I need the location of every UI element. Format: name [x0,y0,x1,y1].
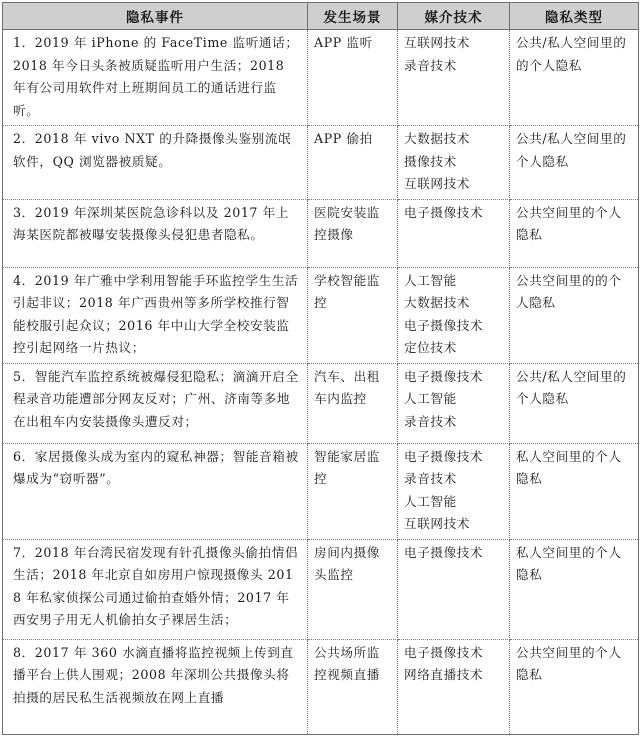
cell-tech [398,443,510,539]
table-header-row [3,3,639,30]
cell-tech [398,126,510,200]
privacy-events-table [2,2,639,735]
header-privacy-type: 隐私类型 [510,3,639,30]
cell-scene: APP 监听 [308,30,398,126]
cell-event: 4．2019 年广雅中学利用智能手环监控学生生活引起非议；2018 年广西贵州等多所学校推行智能校服引起众议；2016 年中山大学全校安装监控引起网络一片热议； [3,267,308,363]
privacy-events-table-container [2,2,638,735]
table-row [3,267,639,363]
tech-item: 网络直播技术 [404,667,484,682]
tech-item: 录音技术 [404,471,457,486]
table-row [3,126,639,200]
cell-scene: APP 偷拍 [308,126,398,200]
cell-tech [398,267,510,363]
cell-event: 7．2018 年台湾民宿发现有针孔摄像头偷拍情侣生活；2018 年北京自如房用户惊现摄像头 2018 年私家侦探公司通过偷拍查婚外情；2017 年西安男子用无人机偷拍女子裸居生活； [3,539,308,639]
tech-item: 电子摄像技术 [404,317,484,333]
cell-tech [398,199,510,267]
cell-type: 公共空间里的的个人隐私 [510,267,639,363]
table-row [3,443,639,539]
tech-item: 人工智能 [404,391,457,406]
cell-type: 公共空间里的个人隐私 [510,199,639,267]
table-row [3,199,639,267]
header-scene: 发生场景 [308,3,398,30]
header-privacy-event: 隐私事件 [3,3,308,30]
table-row [3,639,639,734]
tech-item: 电子摄像技术 [404,448,484,464]
tech-item: 定位技术 [404,340,457,355]
cell-event: 8．2017 年 360 水滴直播将监控视频上传到直播平台上供人围观；2008 年深圳公共摄像头将拍摄的居民私生活视频放在网上直播 [3,639,308,734]
cell-type: 公共/私人空间里的的个人隐私 [510,30,639,126]
header-media-tech: 媒介技术 [398,3,510,30]
cell-tech [398,30,510,126]
tech-item: 互联网技术 [404,516,470,531]
tech-item: 大数据技术 [404,131,470,146]
table-row [3,30,639,126]
tech-item: 人工智能 [404,493,457,509]
cell-event: 3．2019 年深圳某医院急诊科以及 2017 年上海某医院都被曝安装摄像头侵犯患者隐私。 [3,199,308,267]
cell-scene: 学校智能监控 [308,267,398,363]
tech-item: 录音技术 [404,57,457,73]
tech-item: 电子摄像技术 [404,368,484,384]
cell-event: 1．2019 年 iPhone 的 FaceTime 监听通话；2018 年今日头条被质疑监听用户生活；2018 年有公司用软件对上班期间员工的通话进行监听。 [3,30,308,126]
cell-type: 公共/私人空间里的个人隐私 [510,126,639,200]
tech-item: 电子摄像技术 [404,644,484,660]
cell-event: 2．2018 年 vivo NXT 的升降摄像头鉴别流氓软件，QQ 浏览器被质疑。 [3,126,308,200]
tech-item: 互联网技术 [404,35,470,50]
cell-type: 公共/私人空间里的个人隐私 [510,363,639,443]
tech-item: 电子摄像技术 [404,544,484,560]
table-row [3,363,639,443]
cell-type: 私人空间里的个人隐私 [510,443,639,539]
cell-event: 5．智能汽车监控系统被爆侵犯隐私；滴滴开启全程录音功能遭部分网友反对；广州、济南等多地在出租车内安装摄像头遭反对； [3,363,308,443]
cell-scene: 公共场所监控视频直播 [308,639,398,734]
tech-item: 录音技术 [404,413,457,429]
cell-scene: 医院安装监控摄像 [308,199,398,267]
cell-type: 公共空间里的个人隐私 [510,639,639,734]
tech-item: 大数据技术 [404,295,470,310]
cell-scene: 房间内摄像头监控 [308,539,398,639]
tech-item: 互联网技术 [404,176,470,191]
cell-scene: 智能家居监控 [308,443,398,539]
cell-tech [398,639,510,734]
tech-item: 人工智能 [404,272,457,288]
cell-event: 6．家居摄像头成为室内的窥私神器；智能音箱被爆成为“窃听器”。 [3,443,308,539]
tech-item: 摄像技术 [404,153,457,169]
cell-scene: 汽车、出租车内监控 [308,363,398,443]
table-row [3,539,639,639]
cell-type: 私人空间里的个人隐私 [510,539,639,639]
cell-tech [398,539,510,639]
cell-tech [398,363,510,443]
tech-item: 电子摄像技术 [404,204,484,220]
